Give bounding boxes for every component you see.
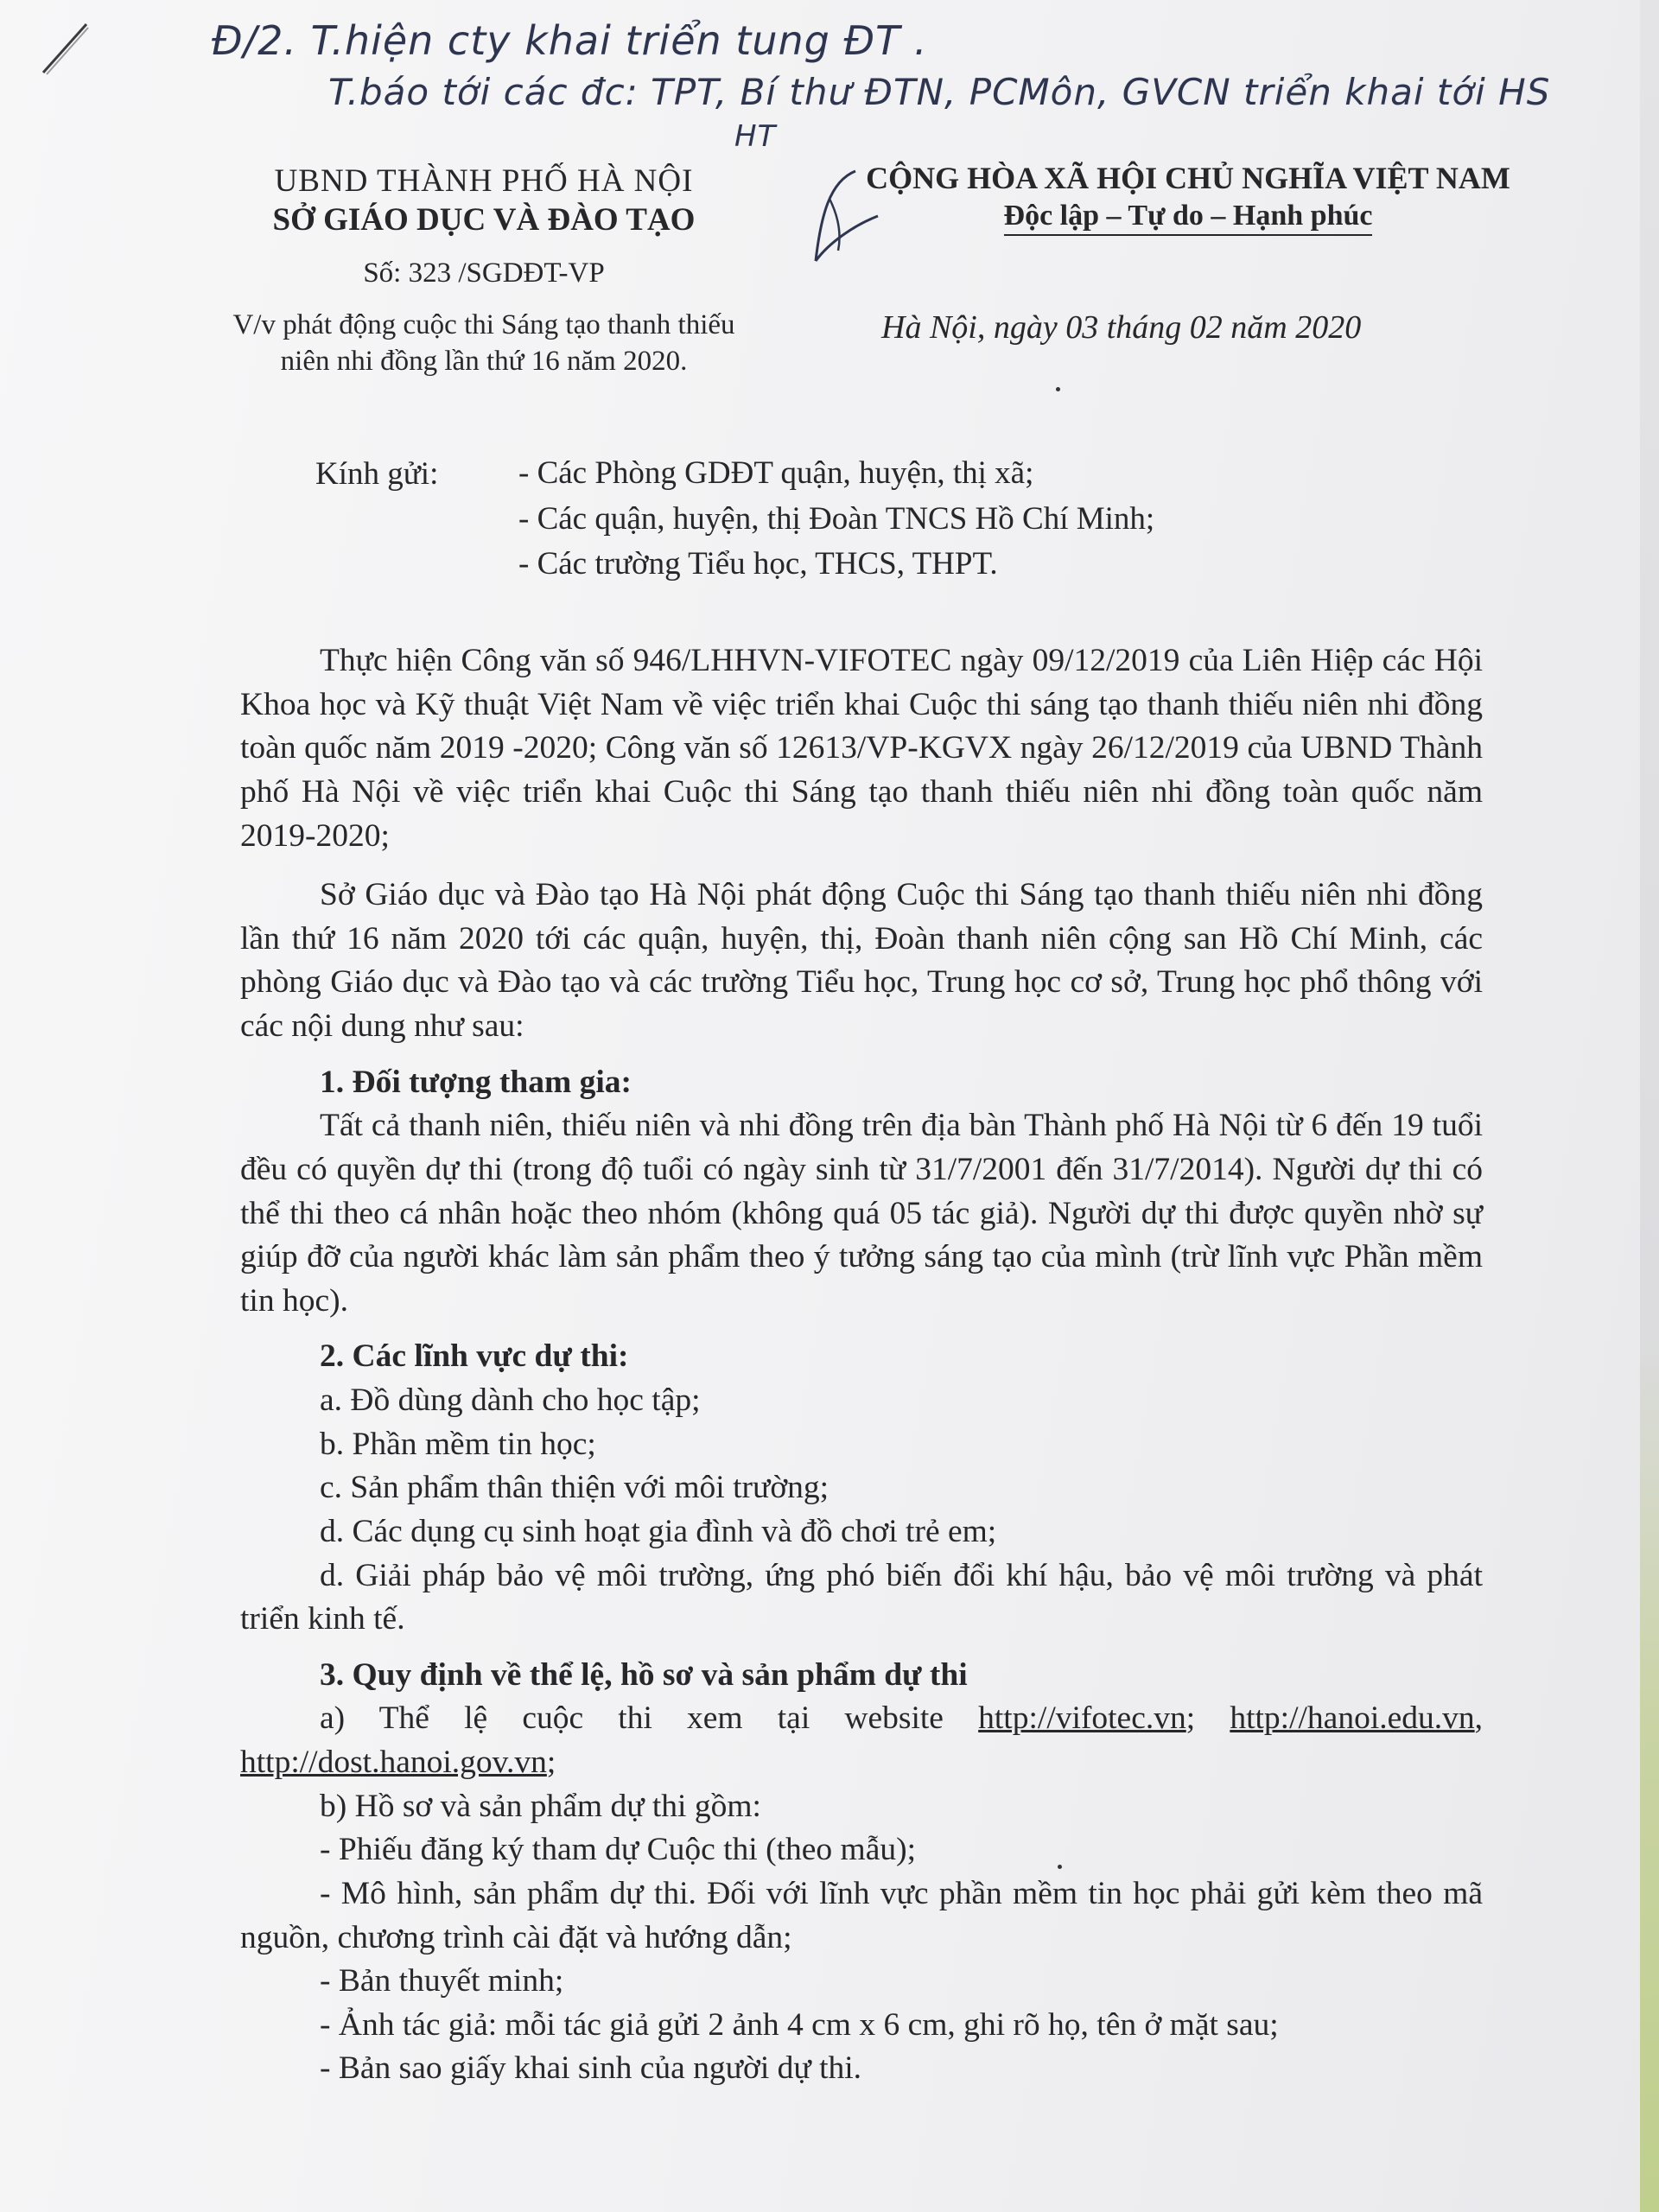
separator: ,: [1474, 1700, 1484, 1737]
section-3-title: 3. Quy định về thể lệ, hồ sơ và sản phẩm dự thi: [320, 1656, 968, 1693]
paper-clip-mark: [38, 19, 92, 78]
dossier-item: - Ảnh tác giả: mỗi tác giả gửi 2 ảnh 4 cm x 6 cm, ghi rõ họ, tên ở mặt sau;: [320, 2006, 1279, 2043]
recipients-list: [518, 451, 1154, 588]
field-item: d. Giải pháp bảo vệ môi trường, ứng phó biến đổi khí hậu, bảo vệ môi trường và phát triển kinh tế.: [240, 1557, 1483, 1637]
country-name: CỘNG HÒA XÃ HỘI CHỦ NGHĨA VIỆT NAM: [866, 161, 1510, 195]
field-item: b. Phần mềm tin học;: [320, 1426, 596, 1462]
issuer-block: [173, 162, 795, 379]
handwritten-note-line1: Đ/2. T.hiện cty khai triển tung ĐT .: [212, 17, 928, 64]
link-vifotec[interactable]: http://vifotec.vn: [978, 1700, 1186, 1737]
field-item: a. Đồ dùng dành cho học tập;: [320, 1382, 701, 1418]
handwritten-note-initials: HT: [734, 119, 777, 154]
separator: ;: [1185, 1700, 1196, 1737]
subject-line-2: niên nhi đồng lần thứ 16 năm 2020.: [280, 346, 688, 378]
field-item: d. Các dụng cụ sinh hoạt gia đình và đồ chơi trẻ em;: [320, 1513, 997, 1549]
document-date: Hà Nội, ngày 03 tháng 02 năm 2020: [881, 309, 1362, 346]
subject-line-1: V/v phát động cuộc thi Sáng tạo thanh thiếu: [232, 309, 735, 340]
national-header: [812, 160, 1564, 236]
national-motto: Độc lập – Tự do – Hạnh phúc: [1004, 200, 1373, 236]
rules-prefix: a) Thể lệ cuộc thi xem tại website: [320, 1700, 944, 1737]
document-body: [240, 639, 1483, 2091]
dossier-item: - Bản thuyết minh;: [320, 1963, 564, 1999]
document-subject: [173, 307, 795, 379]
link-hanoi-edu[interactable]: http://hanoi.edu.vn: [1230, 1700, 1475, 1737]
dossier-item: - Bản sao giấy khai sinh của người dự thi.: [320, 2050, 862, 2087]
recipients-label: Kính gửi:: [315, 456, 439, 492]
ink-dot: [1058, 1865, 1062, 1869]
recipient-item: - Các quận, huyện, thị Đoàn TNCS Hồ Chí Minh;: [518, 500, 1155, 537]
announcement-paragraph: Sở Giáo dục và Đào tạo Hà Nội phát động Cuộc thi Sáng tạo thanh thiếu niên nhi đồng lần thứ 16 năm 2020 tới các quận, huyện, thị, Đoàn thanh niên cộng san Hồ Chí Minh, các phòng Giáo dục và Đào tạo và các trường Tiểu học, Trung học cơ sở, Trung học phổ thông với các nội dung như sau:: [240, 877, 1483, 1044]
section-1-title: 1. Đối tượng tham gia:: [320, 1064, 632, 1100]
handwritten-note-line2: T.báo tới các đc: TPT, Bí thư ĐTN, PCMôn, GVCN triển khai tới HS: [328, 71, 1551, 113]
rules-website-line: [240, 1697, 1483, 1784]
ink-dot: [1056, 387, 1060, 391]
recipient-item: - Các trường Tiểu học, THCS, THPT.: [518, 546, 998, 582]
separator: ;: [546, 1745, 556, 1780]
recipient-item: - Các Phòng GDĐT quận, huyện, thị xã;: [518, 455, 1034, 491]
dossier-title: b) Hồ sơ và sản phẩm dự thi gồm:: [320, 1788, 761, 1824]
page-edge-shadow: [1640, 0, 1659, 2212]
section-1-text: Tất cả thanh niên, thiếu niên và nhi đồng trên địa bàn Thành phố Hà Nội từ 6 đến 19 tuổi đều có quyền dự thi (trong độ tuổi có ngày sinh từ 31/7/2001 đến 31/7/2014). Người dự thi có thể thi theo cá nhân hoặc theo nhóm (không quá 05 tác giả). Người dự thi được quyền nhờ sự giúp đỡ của người khác làm sản phẩm theo ý tưởng sáng tạo của mình (trừ lĩnh vực Phần mềm tin học).: [240, 1108, 1483, 1319]
department-name: SỞ GIÁO DỤC VÀ ĐÀO TẠO: [272, 202, 696, 238]
dossier-item: - Phiếu đăng ký tham dự Cuộc thi (theo mẫu);: [320, 1832, 916, 1868]
section-2-title: 2. Các lĩnh vực dự thi:: [320, 1338, 629, 1375]
dossier-item: - Mô hình, sản phẩm dự thi. Đối với lĩnh vực phần mềm tin học phải gửi kèm theo mã nguồn, chương trình cài đặt và hướng dẫn;: [240, 1875, 1483, 1955]
link-dost-hanoi[interactable]: http://dost.hanoi.gov.vn: [240, 1745, 547, 1780]
intro-paragraph: Thực hiện Công văn số 946/LHHVN-VIFOTEC ngày 09/12/2019 của Liên Hiệp các Hội Khoa học và Kỹ thuật Việt Nam về việc triển khai Cuộc thi sáng tạo thanh thiếu niên nhi đồng toàn quốc năm 2019 -2020; Công văn số 12613/VP-KGVX ngày 26/12/2019 của UBND Thành phố Hà Nội về việc triển khai Cuộc thi Sáng tạo thanh thiếu niên nhi đồng toàn quốc năm 2019-2020;: [240, 643, 1483, 854]
field-item: c. Sản phẩm thân thiện với môi trường;: [320, 1470, 830, 1506]
document-number: Số: 323 /SGDĐT-VP: [363, 257, 605, 289]
agency-name: UBND THÀNH PHỐ HÀ NỘI: [274, 163, 694, 199]
